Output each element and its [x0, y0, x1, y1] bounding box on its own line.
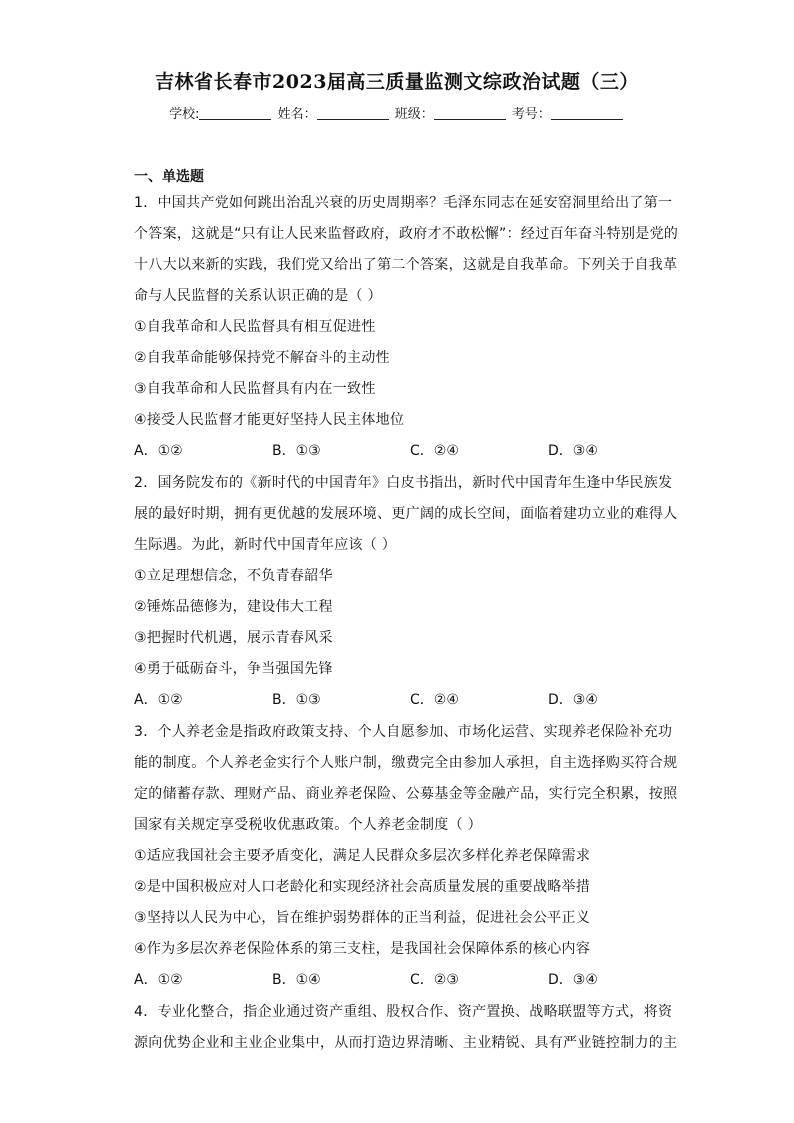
q3-option-a[interactable]: A．①② — [134, 972, 183, 988]
id-blank[interactable] — [551, 106, 623, 120]
q1-option-b[interactable]: B．①③ — [272, 443, 321, 459]
q1-stem-line: 命与人民监督的关系认识正确的是（ ） — [134, 288, 382, 304]
q1-stem-line: 个答案，这就是“只有让人民来监督政府，政府才不敢松懈”：经过百年奋斗特别是党的 — [134, 226, 679, 242]
q3-statement: ③坚持以人民为中心，旨在维护弱势群体的正当利益，促进社会公平正义 — [134, 910, 591, 926]
q1-option-c[interactable]: C．②④ — [410, 443, 459, 459]
q3-option-d[interactable]: D．③④ — [548, 972, 598, 988]
q2-stem-line: 生际遇。为此，新时代中国青年应该（ ） — [134, 537, 397, 553]
q1-stem-line: 1．中国共产党如何跳出治乱兴衰的历史周期率？毛泽东同志在延安窑洞里给出了第一 — [134, 195, 673, 211]
q3-stem-line: 能的制度。个人养老金实行个人账户制，缴费完全由参加人承担，自主选择购买符合规 — [134, 755, 678, 771]
q2-option-a[interactable]: A．①② — [134, 692, 183, 708]
q4-stem-line: 源向优势企业和主业企业集中，从而打造边界清晰、主业精锐、具有严业链控制力的主 — [134, 1035, 678, 1051]
q3-option-b[interactable]: B．①④ — [272, 972, 321, 988]
class-blank[interactable] — [434, 106, 506, 120]
q4-stem-line: 4．专业化整合，指企业通过资产重组、股权合作、资产置换、战略联盟等方式，将资 — [134, 1004, 673, 1020]
q2-statement: ①立足理想信念，不负青春韶华 — [134, 568, 333, 584]
id-label: 考号： — [511, 107, 551, 122]
student-info-line — [0, 103, 794, 122]
school-label: 学校: — [169, 107, 200, 122]
q3-stem-line: 定的储蓄存款、理财产品、商业养老保险、公募基金等金融产品，实行完全积累，按照 — [134, 786, 678, 802]
q1-stem-line: 十八大以来新的实践，我们党又给出了第二个答案，这就是自我革命。下列关于自我革 — [134, 257, 678, 273]
q1-statement: ①自我革命和人民监督具有相互促进性 — [134, 319, 376, 335]
name-blank[interactable] — [317, 106, 389, 120]
q3-stem-line: 国家有关规定享受税收优惠政策。个人养老金制度（ ） — [134, 817, 482, 833]
q2-option-b[interactable]: B．①③ — [272, 692, 321, 708]
q2-stem-line: 展的最好时期，拥有更优越的发展环境、更广阔的成长空间，面临着建功立业的难得人 — [134, 506, 678, 522]
name-label: 姓名： — [277, 107, 317, 122]
q2-statement: ④勇于砥砺奋斗，争当强国先锋 — [134, 661, 333, 677]
school-blank[interactable] — [199, 106, 271, 120]
exam-title: 吉林省长春市2023届高三质量监测文综政治试题（三） — [155, 71, 639, 93]
q2-statement: ③把握时代机遇，展示青春风采 — [134, 630, 333, 646]
class-label: 班级： — [394, 107, 434, 122]
q1-option-d[interactable]: D．③④ — [548, 443, 598, 459]
q3-statement: ②是中国积极应对人口老龄化和实现经济社会高质量发展的重要战略举措 — [134, 879, 591, 895]
q2-option-c[interactable]: C．②④ — [410, 692, 459, 708]
q3-option-c[interactable]: C．②③ — [410, 972, 459, 988]
q1-option-a[interactable]: A．①② — [134, 443, 183, 459]
q2-statement: ②锤炼品德修为，建设伟大工程 — [134, 599, 333, 615]
q2-stem-line: 2．国务院发布的《新时代的中国青年》白皮书指出，新时代中国青年生逢中华民族发 — [134, 475, 673, 491]
q2-option-d[interactable]: D．③④ — [548, 692, 598, 708]
q1-statement: ②自我革命能够保持党不解奋斗的主动性 — [134, 350, 390, 366]
q3-statement: ④作为多层次养老保险体系的第三支柱，是我国社会保障体系的核心内容 — [134, 941, 591, 957]
q1-statement: ③自我革命和人民监督具有内在一致性 — [134, 381, 376, 397]
q3-stem-line: 3．个人养老金是指政府政策支持、个人自愿参加、市场化运营、实现养老保险补充功 — [134, 724, 673, 740]
q1-statement: ④接受人民监督才能更好坚持人民主体地位 — [134, 412, 405, 428]
section-heading: 一、单选题 — [134, 169, 204, 185]
q3-statement: ①适应我国社会主要矛盾变化，满足人民群众多层次多样化养老保障需求 — [134, 848, 591, 864]
